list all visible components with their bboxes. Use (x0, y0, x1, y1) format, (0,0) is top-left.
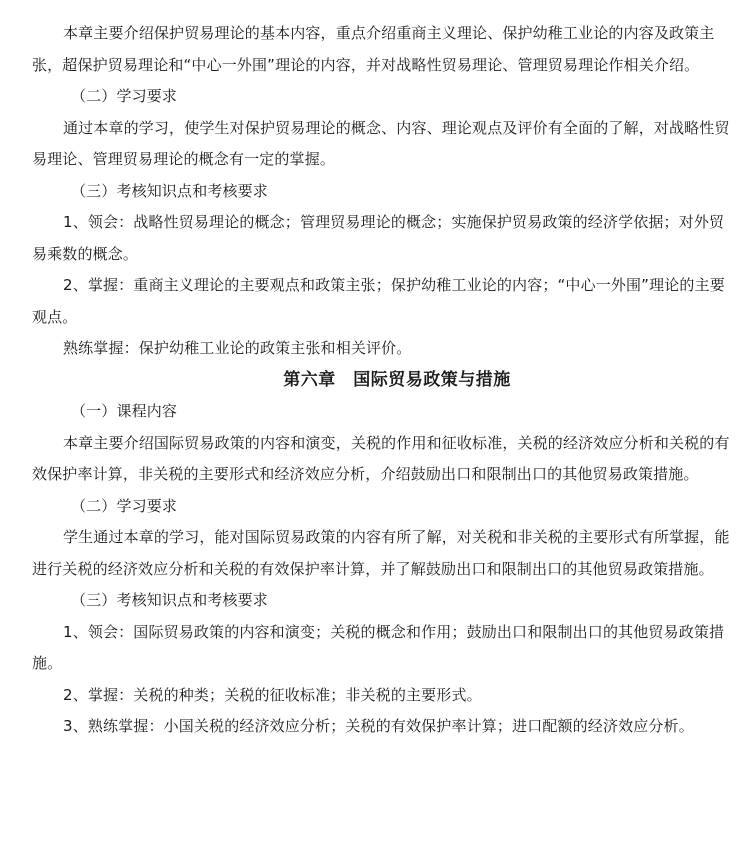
chapter6-course-content-paragraph: 本章主要介绍国际贸易政策的内容和演变，关税的作用和征收标准，关税的经济效应分析和关税的有效保护率计算，非关税的主要形式和经济效应分析，介绍鼓励出口和限制出口的其他贸易政策措施。 (32, 433, 730, 483)
chapter5-course-content-paragraph: 本章主要介绍保护贸易理论的基本内容，重点介绍重商主义理论、保护幼稚工业论的内容及政策主张，超保护贸易理论和“中心一外围”理论的内容，并对战略性贸易理论、管理贸易理论作相关介绍。 (32, 24, 715, 74)
chapter6-proficient-item: 3、熟练掌握：小国关税的经济效应分析；关税的有效保护率计算；进口配额的经济效应分析。 (63, 717, 694, 735)
chapter5-master-item: 2、掌握：重商主义理论的主要观点和政策主张；保护幼稚工业论的内容；“中心一外围”理论的主要观点。 (32, 276, 725, 326)
chapter5-proficient-item: 熟练掌握：保护幼稚工业论的政策主张和相关评价。 (63, 339, 412, 357)
chapter5-learning-requirements-paragraph: 通过本章的学习，使学生对保护贸易理论的概念、内容、理论观点及评价有全面的了解，对战略性贸易理论、管理贸易理论的概念有一定的掌握。 (32, 118, 730, 168)
chapter6-understand-item: 1、领会：国际贸易政策的内容和演变；关税的概念和作用；鼓励出口和限制出口的其他贸易政策措施。 (32, 622, 725, 672)
chapter5-learning-requirements-heading: （二）学习要求 (71, 87, 178, 105)
chapter5-assessment-heading: （三）考核知识点和考核要求 (71, 181, 268, 200)
chapter6-title: 第六章 国际贸易政策与措施 (283, 369, 511, 390)
chapter6-course-content-heading: （一）课程内容 (71, 402, 178, 420)
chapter6-assessment-heading: （三）考核知识点和考核要求 (71, 591, 268, 609)
chapter5-understand-item: 1、领会：战略性贸易理论的概念；管理贸易理论的概念；实施保护贸易政策的经济学依据；对外贸易乘数的概念。 (32, 213, 725, 263)
chapter6-learning-requirements-heading: （二）学习要求 (71, 496, 178, 515)
chapter6-master-item: 2、掌握：关税的种类；关税的征收标准；非关税的主要形式。 (63, 685, 482, 704)
chapter6-learning-requirements-paragraph: 学生通过本章的学习，能对国际贸易政策的内容有所了解，对关税和非关税的主要形式有所掌握，能进行关税的经济效应分析和关税的有效保护率计算，并了解鼓励出口和限制出口的其他贸易政策措施。 (32, 528, 730, 578)
